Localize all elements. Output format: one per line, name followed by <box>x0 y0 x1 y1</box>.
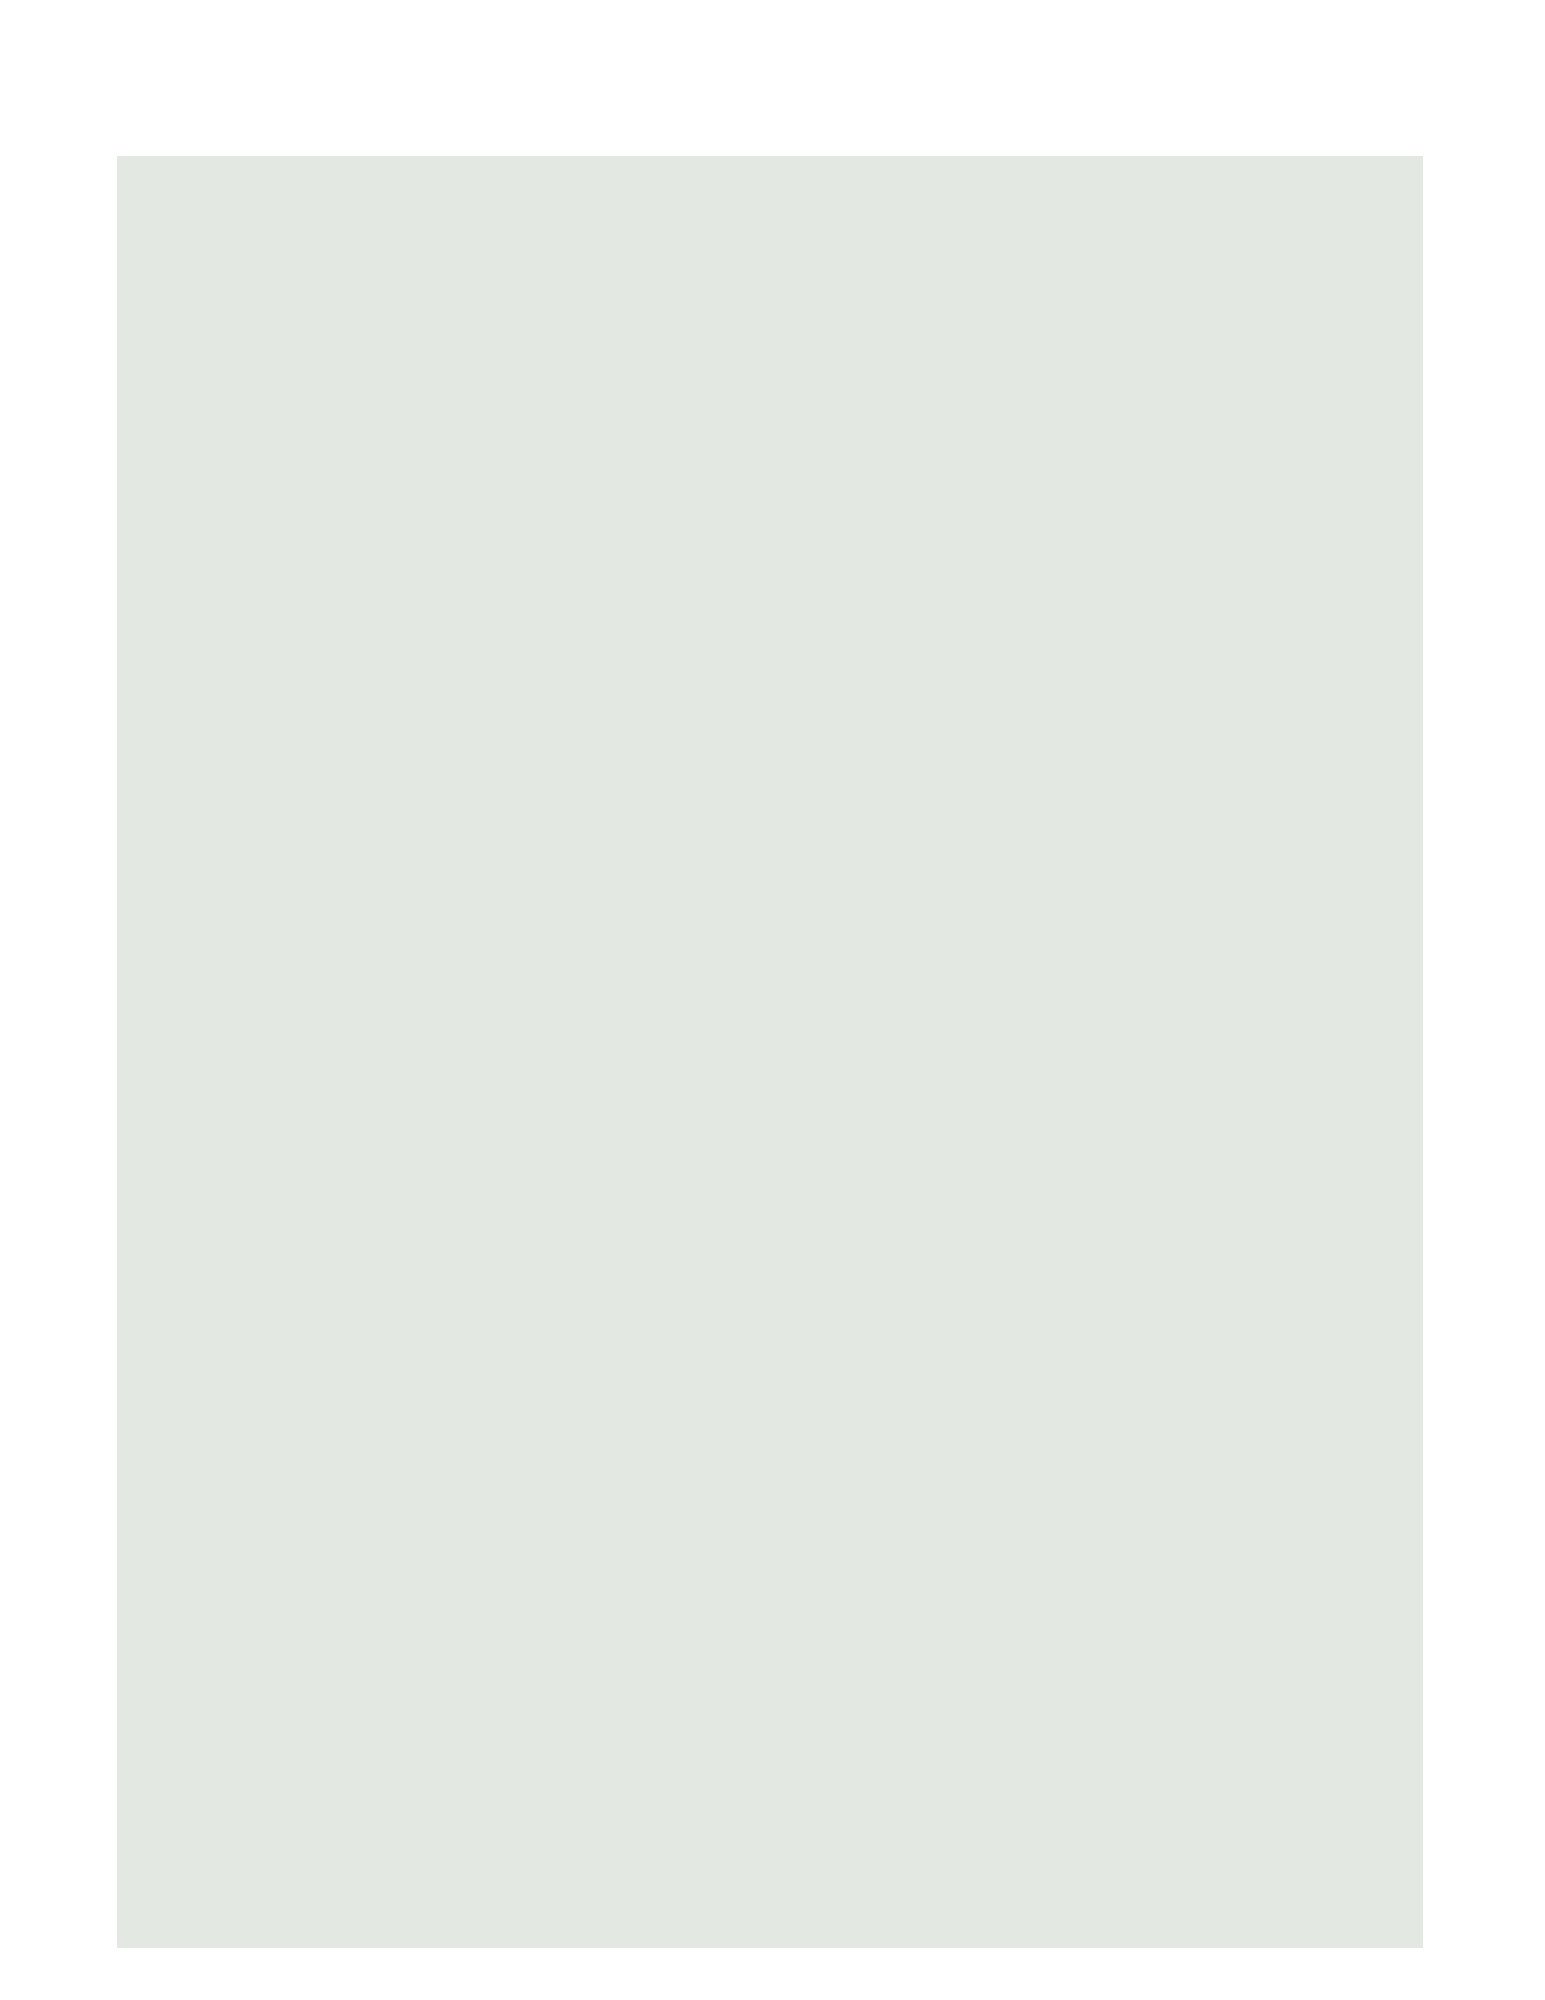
menu-panel <box>117 156 1423 1948</box>
